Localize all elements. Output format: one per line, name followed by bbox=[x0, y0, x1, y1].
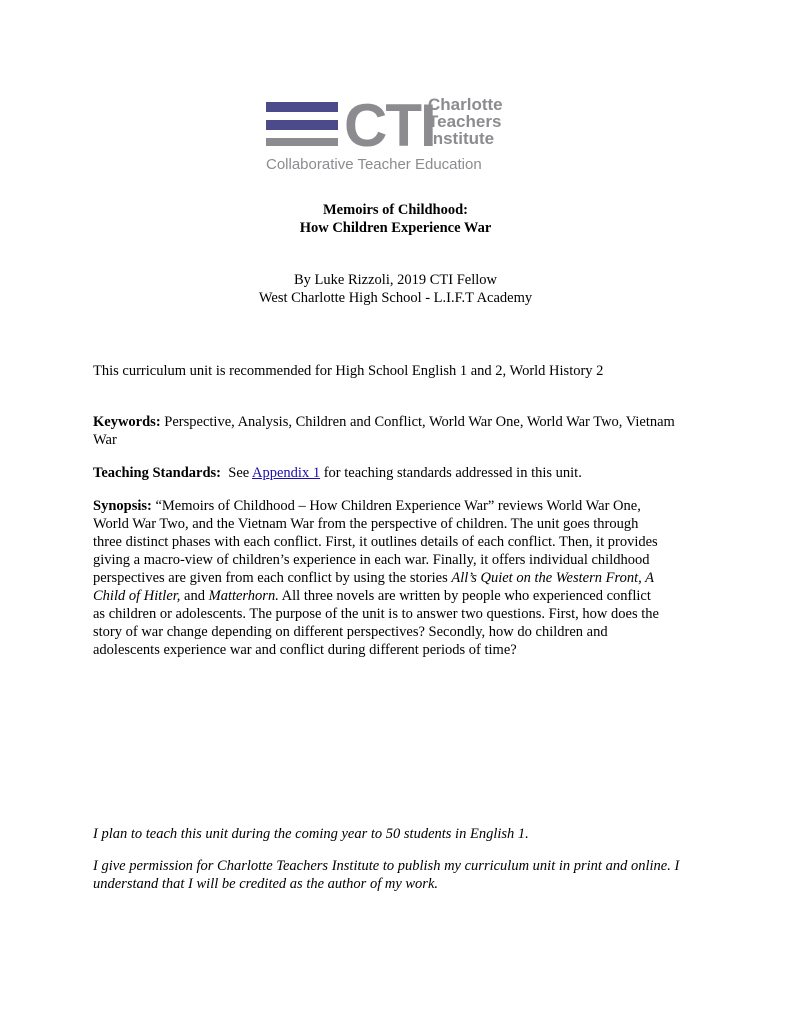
appendix-link[interactable]: Appendix 1 bbox=[252, 465, 321, 481]
title-line-2: How Children Experience War bbox=[299, 220, 492, 236]
logo-name bbox=[428, 96, 503, 147]
plan-statement bbox=[93, 825, 693, 843]
author-line: By Luke Rizzoli, 2019 CTI Fellow bbox=[294, 272, 497, 288]
standards-paragraph bbox=[93, 464, 693, 482]
cti-logo bbox=[262, 92, 524, 176]
logo-bar-top bbox=[266, 102, 338, 112]
logo-tagline: Collaborative Teacher Education bbox=[266, 156, 482, 173]
recommendation-text: This curriculum unit is recommended for High School English 1 and 2, World History 2 bbox=[93, 363, 604, 379]
synopsis-text-1: “Memoirs of Childhood – How Children Experience War” reviews World War One, World War Two, and the Vietnam War from the perspective of children. The unit goes through three distinct phases with each conflict. First, it outlines details of each conflict. Then, it provides giving a macro-view of children’s experience in each war. Finally, it offers individual childhood perspectives are given from each conflict by using the stories bbox=[93, 498, 658, 586]
standards-pre: See bbox=[221, 465, 253, 481]
keywords-paragraph bbox=[93, 413, 678, 449]
keywords-text: Perspective, Analysis, Children and Conflict, World War One, World War Two, Vietnam War bbox=[93, 414, 675, 448]
synopsis-text-2: All three novels are written by people who experienced conflict as children or adolescents. The purpose of the unit is to answer two questions. First, how does the story of war change depending on different perspectives? Secondly, how do children and adolescents experience war and conflict during different periods of time? bbox=[93, 588, 659, 658]
logo-mark: CTI bbox=[344, 92, 435, 159]
standards-label: Teaching Standards: bbox=[93, 465, 221, 481]
permission-statement bbox=[93, 857, 683, 893]
logo-name-line: Teachers bbox=[428, 112, 502, 131]
standards-post: for teaching standards addressed in this unit. bbox=[320, 465, 582, 481]
keywords-label: Keywords: bbox=[93, 414, 161, 430]
title-line-1: Memoirs of Childhood: bbox=[323, 202, 468, 218]
synopsis-paragraph bbox=[93, 497, 665, 659]
synopsis-book-matterhorn: Matterhorn. bbox=[208, 588, 279, 604]
school-line: West Charlotte High School - L.I.F.T Academy bbox=[258, 290, 533, 306]
synopsis-books-italic: All’s Quiet on the Western Front, A Child of Hitler, bbox=[93, 570, 654, 604]
logo-name-line: Charlotte bbox=[428, 95, 503, 114]
logo-bar-bottom bbox=[266, 138, 338, 146]
byline bbox=[0, 271, 791, 307]
logo-name-line: Institute bbox=[428, 129, 495, 148]
synopsis-label: Synopsis: bbox=[93, 498, 152, 514]
permission-text: I give permission for Charlotte Teachers Institute to publish my curriculum unit in print and online. I understand that I will be credited as the author of my work. bbox=[93, 858, 680, 892]
plan-text: I plan to teach this unit during the coming year to 50 students in English 1. bbox=[93, 826, 529, 842]
logo-bar-middle bbox=[266, 120, 338, 130]
synopsis-and: and bbox=[180, 588, 209, 604]
document-title bbox=[0, 201, 791, 237]
